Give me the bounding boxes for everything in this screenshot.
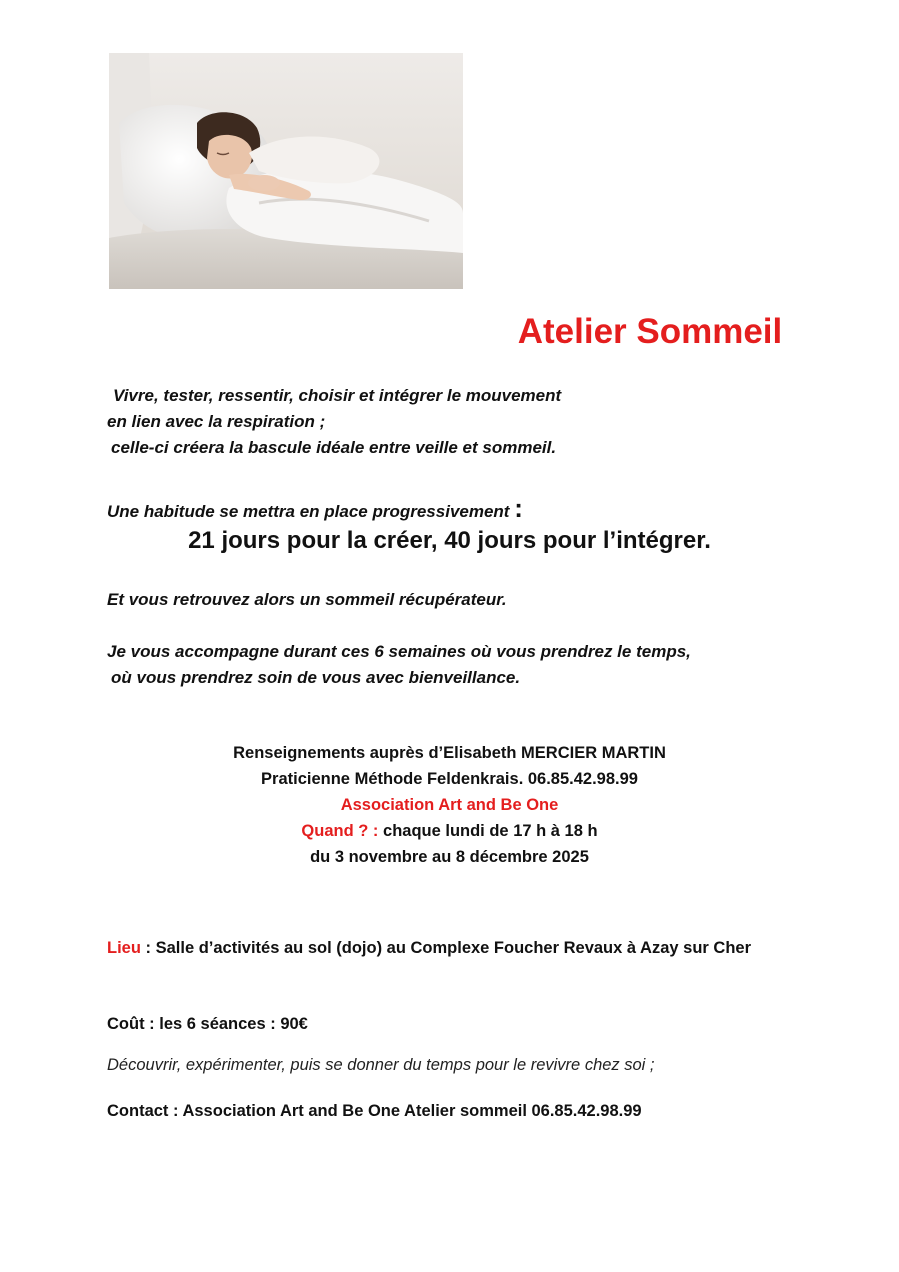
intro-line-2: en lien avec la respiration ; [107, 412, 326, 431]
intro-line-1: Vivre, tester, ressentir, choisir et intégrer le mouvement [113, 386, 562, 405]
habit-highlight: 21 jours pour la créer, 40 jours pour l’intégrer. [188, 527, 711, 554]
dates-line: du 3 novembre au 8 décembre 2025 [310, 848, 589, 866]
cost-line: Coût : les 6 séances : 90€ [107, 1015, 308, 1033]
contact-block [0, 740, 899, 870]
contact-line-1: Renseignements auprès d’Elisabeth MERCIER MARTIN [233, 744, 666, 762]
association-name: Association Art and Be One [340, 796, 559, 814]
accompany-line-2: où vous prendrez soin de vous avec bienveillance. [111, 668, 521, 687]
accompany-line-1: Je vous accompagne durant ces 6 semaines où vous prendrez le temps, [107, 642, 691, 661]
contact-line: Contact : Association Art and Be One Atelier sommeil 06.85.42.98.99 [107, 1102, 642, 1120]
when-line [0, 818, 899, 844]
sleeping-woman-photo [109, 53, 463, 289]
when-text: chaque lundi de 17 h à 18 h [383, 822, 598, 840]
contact-line-2: Praticienne Méthode Feldenkrais. 06.85.42.98.99 [261, 770, 638, 788]
lieu-paragraph [107, 933, 787, 963]
habit-line [107, 495, 523, 525]
photo-illustration [109, 53, 463, 289]
discover-line: Découvrir, expérimenter, puis se donner du temps pour le revivre chez soi ; [107, 1056, 655, 1074]
intro-line-3: celle-ci créera la bascule idéale entre veille et sommeil. [111, 438, 557, 457]
page-title: Atelier Sommeil [517, 312, 783, 351]
result-line: Et vous retrouvez alors un sommeil récupérateur. [107, 590, 507, 609]
lieu-text: : Salle d’activités au sol (dojo) au Complexe Foucher Revaux à Azay sur Cher [145, 939, 751, 957]
habit-colon: : [514, 493, 523, 523]
lieu-label: Lieu [107, 939, 141, 957]
when-label: Quand ? : [301, 822, 379, 840]
habit-text: Une habitude se mettra en place progressivement [107, 502, 510, 521]
